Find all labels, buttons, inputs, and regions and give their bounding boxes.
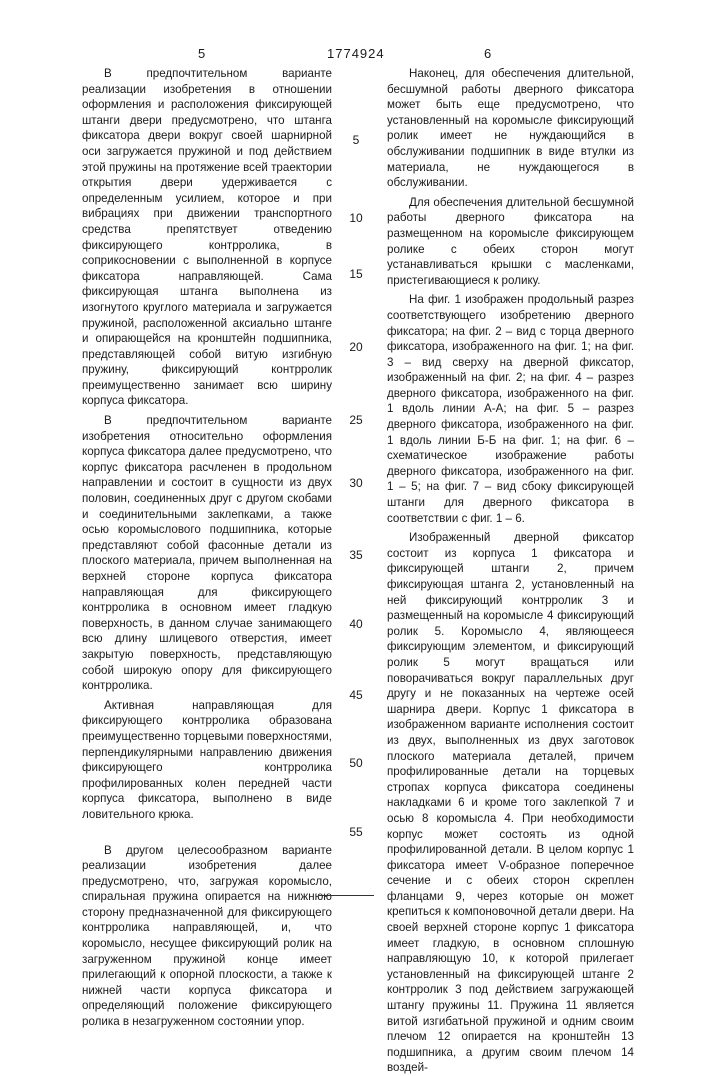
right-text-column (387, 66, 634, 1076)
paragraph: Изображенный дверной фиксатор состоит из корпуса 1 фиксатора и фиксирующей штанги 2, причем фиксирующая штанга 2, установленный на ней фиксирующий контрролик 3 и размещенный на коромысле 4 фиксирующий ролик 5. Коромысло 4, являющееся фиксирующим элементом, и фиксирующий ролик 5 могут вращаться или поворачиваться вокруг параллельных друг другу и не показанных на чертеже осей шарнира двери. Корпус 1 фиксатора в изображенном варианте исполнения состоит из двух, выполненных из двух заготовок плоского материала деталей, причем профилированные детали на торцевых стропах корпуса фиксатора соединены накладками 6 и кроме того заклепкой 7 и осью 8 коромысла 4. При необходимости корпус может состоять из одной профилированной детали. В целом корпус 1 фиксатора имеет V-образное поперечное сечение и с обеих сторон скреплен фланцами 9, через которые он может крепиться к компоновочной детали двери. На своей верхней стороне корпус 1 фиксатора имеет гладкую, в основном сплошную направляющую 10, к которой прилегает установленный на фиксирующей штанге 2 контрролик 3 под действием загружающей штангу пружины 11. Пружина 11 является витой изгибатьной пружиной и одним своим плечом 12 опирается на кронштейн 13 подшипника, а другим своим плечом 14 воздей- (387, 530, 634, 1076)
line-number: 50 (341, 756, 371, 770)
paragraph: В другом целесообразном варианте реализации изобретения далее предусмотрено, что, загружая коромысло, спиральная пружина опирается на нижнюю сторону предназначенной для фиксирующего контрролика направляющей, и, что коромысло, несущее фиксирующий ролик на загруженном пружиной конце имеет прилегающий к опорной плоскости, а также к нижней части корпуса фиксатора и определяющий положение фиксирующего ролика в незагруженном состоянии упор. (82, 843, 332, 1030)
paragraph: На фиг. 1 изображен продольный разрез соответствующего изобретению дверного фиксатора; на фиг. 2 – вид с торца дверного фиксатора, изображенного на фиг. 1; на фиг. 3 – вид сверху на дверной фиксатор, изображенный на фиг. 2; на фиг. 4 – разрез дверного фиксатора, изображенного на фиг. 1 вдоль линии А-А; на фиг. 5 – разрез дверного фиксатора, изображенного на фиг. 1 вдоль линии Б-Б на фиг. 1; на фиг. 6 – схематическое изображение работы дверного фиксатора, изображенного на фиг. 1 – 5; на фиг. 7 – вид сбоку фиксирующей штанги для дверного фиксатора в соответствии с фиг. 1 – 6. (387, 292, 634, 526)
paragraph: Наконец, для обеспечения длительной, бесшумной работы дверного фиксатора может быть еще предусмотрено, что установленный на коромысле фиксирующий ролик имеет не нуждающийся в обслуживании подшипник в виде втулки из материала, не нуждающегося в обслуживании. (387, 66, 634, 191)
page-number-right: 6 (484, 46, 491, 61)
left-text-column (82, 66, 332, 1030)
line-number: 10 (341, 211, 371, 225)
bottom-rule (318, 895, 374, 896)
line-number: 20 (341, 340, 371, 354)
line-number: 5 (341, 133, 371, 147)
patent-number: 1774924 (327, 46, 385, 61)
page-number-left: 5 (198, 46, 205, 61)
line-number: 55 (341, 825, 371, 839)
line-number: 30 (341, 476, 371, 490)
paragraph: В предпочтительном варианте изобретения относительно оформления корпуса фиксатора далее предусмотрено, что корпус фиксатора расчленен в продольном направлении и состоит в сущности из двух половин, соединенных друг с другом скобами и соединительными заклепками, а также осью коромыслового подшипника, которые представляют собой фасонные детали из плоского материала, причем выполненная на верхней стороне корпуса фиксатора направляющая для фиксирующего контрролика в основном имеет гладкую поверхность, в данном случае занимающего всю длину шлицевого отверстия, имеет закрытую поверхность, представляющую собой широкую опору для фиксирующего контрролика. (82, 413, 332, 694)
line-number: 45 (341, 688, 371, 702)
line-number: 40 (341, 617, 371, 631)
paragraph: Для обеспечения длительной бесшумной работы дверного фиксатора на размещенном на коромысле фиксирующем ролике с обеих сторон могут устанавливаться крышки с масленками, пристегивающиеся к ролику. (387, 195, 634, 289)
line-number: 35 (341, 548, 371, 562)
line-number: 15 (341, 267, 371, 281)
paragraph: Активная направляющая для фиксирующего контрролика образована преимущественно торцевыми поверхностями, перпендикулярными направлению движения фиксирующего контрролика профилированных колен передней части корпуса фиксатора, выполнено в виде ловительного крюка. (82, 698, 332, 823)
paragraph: В предпочтительном варианте реализации изобретения в отношении оформления и расположения фиксирующей штанги двери предусмотрено, что штанга фиксатора двери вокруг своей шарнирной оси загружается пружиной и под действием этой пружины на протяжение всей траектории открытия двери удерживается с определенным усилием, которое и при вибрациях при движении транспортного средства препятствует отведению фиксирующего контрролика, в соприкосновении с выполненной в корпусе фиксатора направляющей. Сама фиксирующая штанга выполнена из изогнутого круглого материала и загружается пружиной, расположенной аксиально штанге и опирающейся на кронштейн подшипника, представляющей собой витую изгибную пружину, фиксирующий контрролик преимущественно занимает всю ширину корпуса фиксатора. (82, 66, 332, 409)
line-number: 25 (341, 413, 371, 427)
